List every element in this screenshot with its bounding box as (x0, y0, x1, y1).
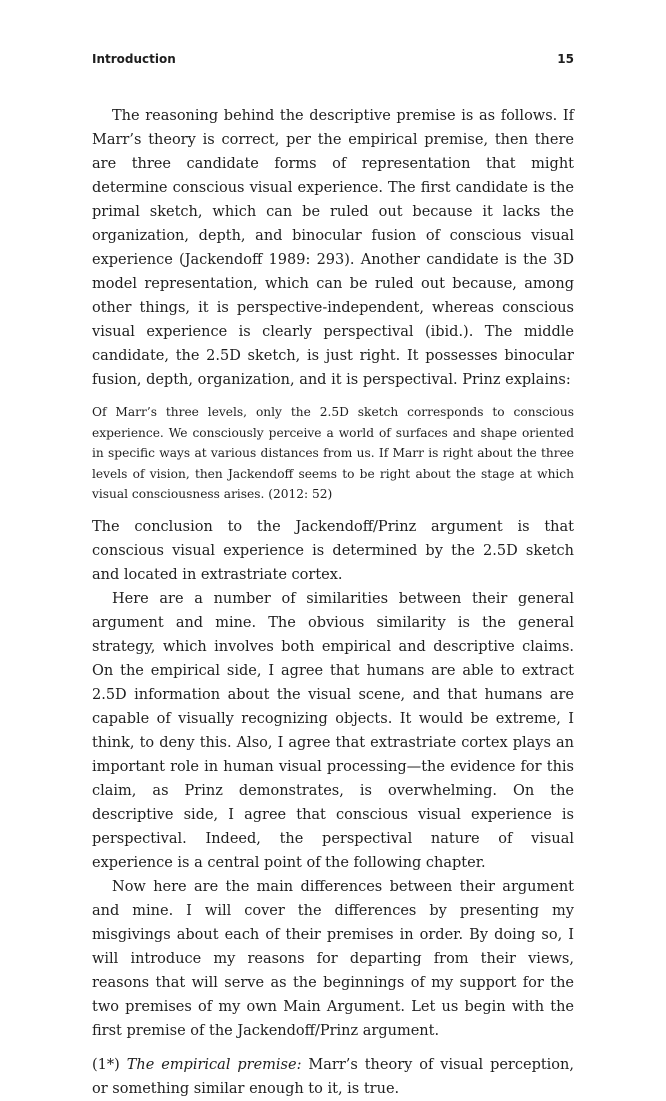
paragraph-1: The reasoning behind the descriptive premise is as follows. If Marr’s theory is correct, per the empirical premise, then there are three candidate forms of representation that might determine conscious visual experience. The first candidate is the primal sketch, which can be ruled out because it lacks the organization, depth, and binocular fusion of conscious visual experience (Jackendoff 1989: 293). Another candidate is the 3D model representation, which can be ruled out because, among other things, it is perspective-independent, whereas conscious visual experience is clearly perspectival (ibid.). The middle candidate, the 2.5D sketch, is just right. It possesses binocular fusion, depth, organization, and it is perspectival. Prinz explains: (92, 108, 574, 388)
section-title: Introduction (92, 52, 176, 66)
paragraph-4: Now here are the main differences between their argument and mine. I will cover the differences by presenting my misgivings about each of their premises in order. By doing so, I will introduce my reasons for departing from their views, reasons that will serve as the beginnings of my support for the two premises of my own Main Argument. Let us begin with the first premise of the Jackendoff/Prinz argument. (92, 878, 574, 1039)
page-body (92, 104, 574, 1101)
paragraph-2: The conclusion to the Jackendoff/Prinz argument is that conscious visual experience is determined by the 2.5D sketch and located in extrastriate cortex. (92, 518, 574, 583)
premise-number: (1*) (92, 1056, 120, 1073)
block-quote: Of Marr’s three levels, only the 2.5D sketch corresponds to conscious experience. We consciously perceive a world of surfaces and shape oriented in specific ways at various distances from us. If Marr is right about the three levels of vision, then Jackendoff seems to be right about the stage at which visual consciousness arises. (2012: 52) (92, 405, 574, 501)
premise-statement (92, 1053, 574, 1101)
paragraph-3: Here are a number of similarities between their general argument and mine. The obvious similarity is the general strategy, which involves both empirical and descriptive claims. On the empirical side, I agree that humans are able to extract 2.5D information about the visual scene, and that humans are capable of visually recognizing objects. It would be extreme, I think, to deny this. Also, I agree that extrastriate cortex plays an important role in human visual processing—the evidence for this claim, as Prinz demonstrates, is overwhelming. On the descriptive side, I agree that conscious visual experience is perspectival. Indeed, the perspectival nature of visual experience is a central point of the following chapter. (92, 590, 574, 871)
running-header (92, 52, 574, 66)
page-number: 15 (557, 52, 574, 66)
premise-label: The empirical premise: (126, 1056, 302, 1073)
premise-text: Marr’s theory of visual perception, or something similar enough to it, is true. (92, 1056, 574, 1097)
